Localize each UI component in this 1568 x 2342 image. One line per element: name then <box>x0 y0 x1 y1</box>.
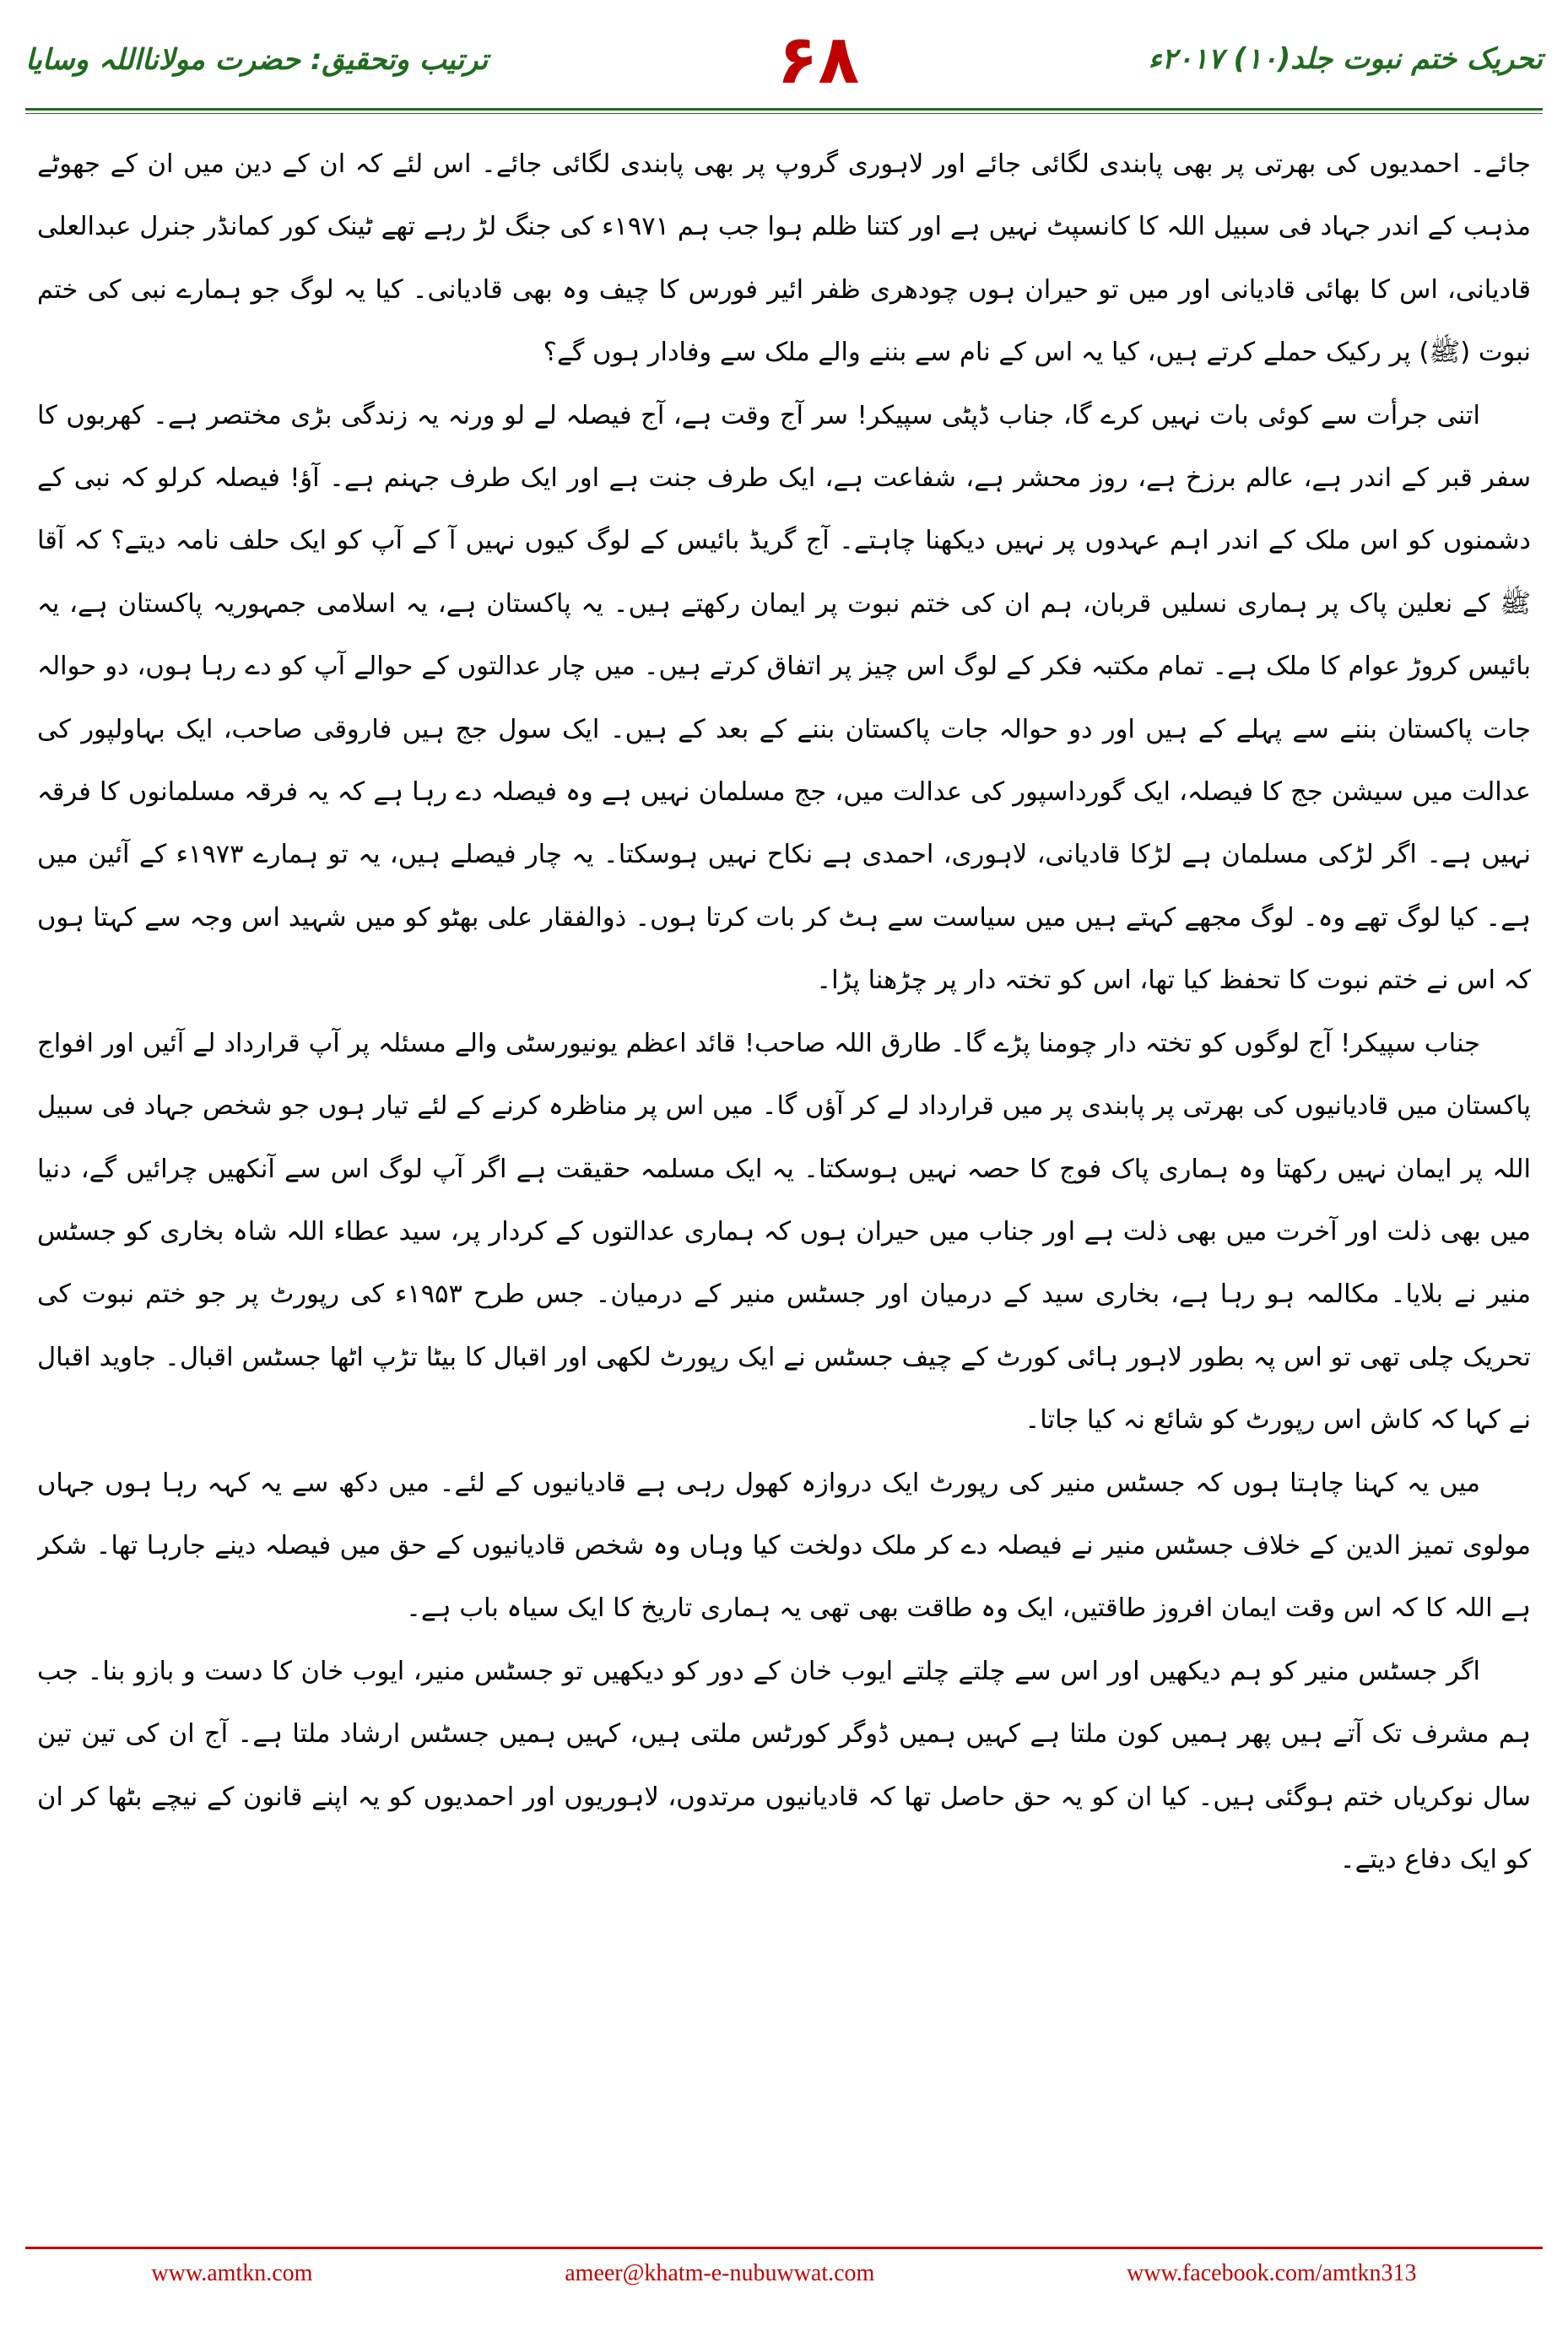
footer-website-link[interactable]: www.amtkn.com <box>151 2260 313 2286</box>
header-divider-thin <box>25 113 1543 114</box>
page-number: ۶۸ <box>776 19 860 99</box>
header-compiler-credit: ترتیب وتحقیق: حضرت مولانااللہ وسایا <box>25 42 489 77</box>
footer-facebook-link[interactable]: www.facebook.com/amtkn313 <box>1127 2260 1417 2286</box>
paragraph-2: اتنی جرأت سے کوئی بات نہیں کرے گا، جناب ڈپٹی سپیکر! سر آج وقت ہے، آج فیصلہ لے لو ورنہ یہ زندگی بڑی مختصر ہے۔ کھربوں کا سفر قبر کے اندر ہے، عالم برزخ ہے، روز محشر ہے، شفاعت ہے، ایک طرف جنت ہے اور ایک طرف جہنم ہے۔ آؤ! فیصلہ کرلو کہ نبی کے دشمنوں کو اس ملک کے اندر اہم عہدوں پر نہیں دیکھنا چاہتے۔ آج گریڈ بائیس کے لوگ کیوں نہیں آ کے آپ کو ایک حلف نامہ دیتے؟ کہ آقا ﷺ کے نعلین پاک پر ہماری نسلیں قربان، ہم ان کی ختم نبوت پر ایمان رکھتے ہیں۔ یہ پاکستان ہے، یہ اسلامی جمہوریہ پاکستان ہے، یہ بائیس کروڑ عوام کا ملک ہے۔ تمام مکتبہ فکر کے لوگ اس چیز پر اتفاق کرتے ہیں۔ میں چار عدالتوں کے حوالے آپ کو دے رہا ہوں، دو حوالہ جات پاکستان بننے سے پہلے کے ہیں اور دو حوالہ جات پاکستان بننے کے بعد کے ہیں۔ ایک سول جج ہیں فاروقی صاحب، ایک بہاولپور کی عدالت میں سیشن جج کا فیصلہ، ایک گورداسپور کی عدالت میں، جج مسلمان نہیں ہے وہ فیصلہ دے رہا ہے کہ یہ فرقہ مسلمانوں کا فرقہ نہیں ہے۔ اگر لڑکی مسلمان ہے لڑکا قادیانی، لاہوری، احمدی ہے نکاح نہیں ہوسکتا۔ یہ چار فیصلے ہیں، یہ تو ہمارے ۱۹۷۳ء کے آئین میں ہے۔ کیا لوگ تھے وہ۔ لوگ مجھے کہتے ہیں میں سیاست سے ہٹ کر بات کرتا ہوں۔ ذوالفقار علی بھٹو کو میں شہید اس وجہ سے کہتا ہوں کہ اس نے ختم نبوت کا تحفظ کیا تھا، اس کو تختہ دار پر چڑھنا پڑا۔ <box>37 400 1531 996</box>
paragraph-1: جائے۔ احمدیوں کی بھرتی پر بھی پابندی لگائی جائے اور لاہوری گروپ پر بھی پابندی لگائی جائے۔ اس لئے کہ ان کے دین میں ان کے جھوٹے مذہب کے اندر جہاد فی سبیل اللہ کا کانسپٹ نہیں ہے اور کتنا ظلم ہوا جب ہم ۱۹۷۱ء کی جنگ لڑ رہے تھے ٹینک کور کمانڈر جنرل عبدالعلی قادیانی، اس کا بھائی قادیانی اور میں تو حیران ہوں چودھری ظفر ائیر فورس کا چیف وہ بھی قادیانی۔ کیا یہ لوگ جو ہمارے نبی کی ختم نبوت (ﷺ) پر رکیک حملے کرتے ہیں، کیا یہ اس کے نام سے بننے والے ملک سے وفادار ہوں گے؟ <box>37 149 1531 368</box>
header-book-title: تحریک ختم نبوت جلد(۱۰) ۲۰۱۷ء <box>1148 42 1543 76</box>
page-footer <box>25 2247 1543 2298</box>
paragraph-4: میں یہ کہنا چاہتا ہوں کہ جسٹس منیر کی رپورٹ ایک دروازہ کھول رہی ہے قادیانیوں کے لئے۔ میں دکھ سے یہ کہہ رہا ہوں جہاں مولوی تمیز الدین کے خلاف جسٹس منیر نے فیصلہ دے کر ملک دولخت کیا وہاں وہ شخص قادیانیوں کے حق میں فیصلہ دینے جارہا تھا۔ شکر ہے اللہ کا کہ اس وقت ایمان افروز طاقتیں، ایک وہ طاقت بھی تھی یہ ہماری تاریخ کا ایک سیاہ باب ہے۔ <box>37 1468 1531 1624</box>
page-header <box>25 17 1543 101</box>
page-body <box>37 133 1531 2231</box>
paragraph-5: اگر جسٹس منیر کو ہم دیکھیں اور اس سے چلتے چلتے ایوب خان کے دور کو دیکھیں تو جسٹس منیر، ایوب خان کا دست و بازو بنا۔ جب ہم مشرف تک آتے ہیں پھر ہمیں کون ملتا ہے کہیں ہمیں ڈوگر کورٹس ملتی ہیں، کہیں ہمیں جسٹس ارشاد ملتا ہے۔ آج ان کی تین تین سال نوکریاں ختم ہوگئی ہیں۔ کیا ان کو یہ حق حاصل تھا کہ قادیانیوں مرتدوں، لاہوریوں اور احمدیوں کو یہ اپنے قانون کے نیچے بٹھا کر ان کو ایک دفاع دیتے۔ <box>37 1656 1531 1874</box>
paragraph-3: جناب سپیکر! آج لوگوں کو تختہ دار چومنا پڑے گا۔ طارق اللہ صاحب! قائد اعظم یونیورسٹی والے مسئلہ پر آپ قرارداد لے آئیں اور افواج پاکستان میں قادیانیوں کی بھرتی پر پابندی پر میں قرارداد لے کر آؤں گا۔ میں اس پر مناظرہ کرنے کے لئے تیار ہوں جو شخص جہاد فی سبیل اللہ پر ایمان نہیں رکھتا وہ ہماری پاک فوج کا حصہ نہیں ہوسکتا۔ یہ ایک مسلمہ حقیقت ہے اگر آپ لوگ اس سے آنکھیں چرائیں گے، دنیا میں بھی ذلت اور آخرت میں بھی ذلت ہے اور جناب میں حیران ہوں کہ ہماری عدالتوں کے کردار پر، سید عطاء اللہ شاہ بخاری کو جسٹس منیر نے بلایا۔ مکالمہ ہو رہا ہے، بخاری سید کے درمیان اور جسٹس منیر کے درمیان۔ جس طرح ۱۹۵۳ء کی رپورٹ پر جو ختم نبوت کی تحریک چلی تھی تو اس پہ بطور لاہور ہائی کورٹ کے چیف جسٹس نے ایک رپورٹ لکھی اور اقبال کا بیٹا تڑپ اٹھا جسٹس اقبال۔ جاوید اقبال نے کہا کہ کاش اس رپورٹ کو شائع نہ کیا جاتا۔ <box>37 1028 1531 1436</box>
header-divider <box>25 108 1543 111</box>
footer-email-link[interactable]: ameer@khatm-e-nubuwwat.com <box>565 2260 875 2286</box>
